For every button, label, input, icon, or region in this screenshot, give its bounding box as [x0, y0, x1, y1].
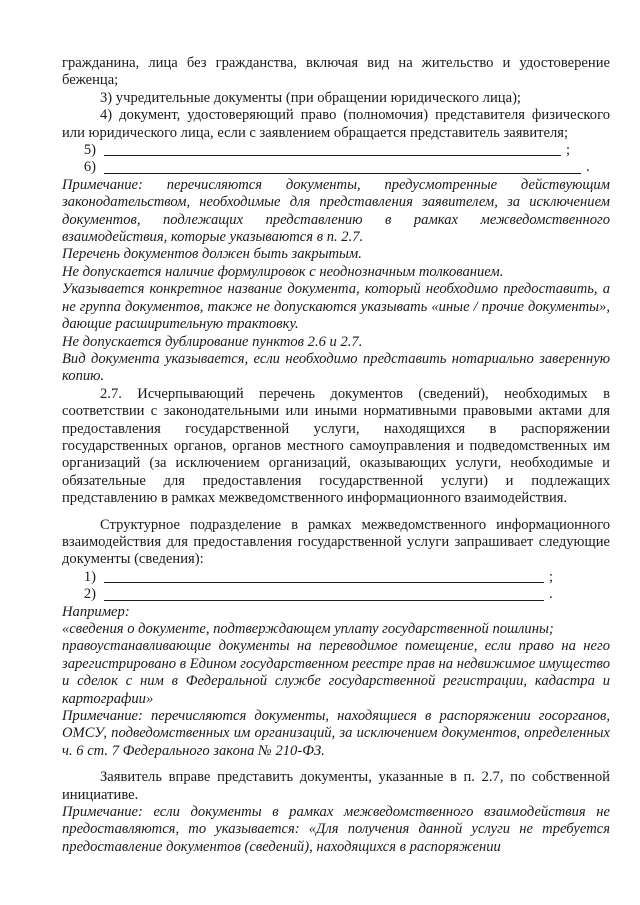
initiative-paragraph: Заявитель вправе представить документы, указанные в п. 2.7, по собственной инициативе. — [62, 769, 610, 803]
list-item-3: 3) учредительные документы (при обращении юридического лица); — [100, 89, 521, 106]
fill-in-line — [104, 569, 544, 583]
note-closed-list: Перечень документов должен быть закрытым. — [62, 246, 362, 263]
note-documents-list: Примечание: перечисляются документы, предусмотренные действующим законодательством, необходимые для представления заявителем, за исключением документов, подлежащих представлению в рамках межведомственного взаимодействия, которые указываются в п. 2.7. — [62, 176, 610, 246]
blank-item-2 — [62, 586, 610, 603]
fill-in-line — [104, 142, 561, 156]
blank-item-terminator: ; — [566, 142, 571, 159]
note-no-ambiguity: Не допускается наличие формулировок с неоднозначным толкованием. — [62, 263, 504, 280]
example-title-documents: правоустанавливающие документы на переводимое помещение, если право на него зарегистрировано в Едином государственном реестре прав на недвижимое имущество и сделок с ним в Федеральной службе государственной регистрации, кадастра и картографии» — [62, 638, 610, 707]
note-no-duplication: Не допускается дублирование пунктов 2.6 и 2.7. — [62, 333, 363, 350]
note-specific-name: Указывается конкретное название документа, который необходимо предоставить, а не группа документов, также не допускаются указывать «иные / прочие документы», дающие расширительную трактовку. — [62, 281, 610, 333]
blank-item-number: 2) — [83, 586, 96, 603]
blank-item-number: 1) — [83, 568, 96, 585]
text-line-citizenship: гражданина, лица без гражданства, включая вид на жительство и удостоверение беженца; — [62, 55, 610, 89]
blank-item-terminator: . — [586, 159, 590, 176]
blank-item-6 — [62, 159, 610, 176]
section-2-7: 2.7. Исчерпывающий перечень документов (сведений), необходимых в соответствии с законодательными или иными нормативными правовыми актами для предоставления государственной услуги, находящихся в распоряжении государственных органов, органов местного самоуправления и подведомственных им организаций (за исключением организаций, оказывающих услуги, необходимые и обязательные для предоставления государственной услуги) и подлежащих представлению в рамках межведомственного информационного взаимодействия. — [62, 385, 610, 507]
fill-in-line — [104, 587, 544, 601]
note-interagency-documents: Примечание: перечисляются документы, находящиеся в распоряжении госорганов, ОМСУ, подведомственных им организаций, за исключением документов, определенных ч. 6 ст. 7 Федерального закона № 210-ФЗ. — [62, 708, 610, 759]
note-notarized-copy: Вид документа указывается, если необходимо представить нотариально заверенную копию. — [62, 350, 610, 385]
example-label: Например: — [62, 603, 130, 620]
fill-in-line — [104, 160, 581, 174]
list-item-4: 4) документ, удостоверяющий право (полномочия) представителя физического или юридического лица, если с заявлением обращается представитель заявителя; — [62, 107, 610, 141]
example-fee-info: «сведения о документе, подтверждающем уплату государственной пошлины; — [62, 621, 554, 637]
blank-item-terminator: ; — [549, 568, 554, 585]
final-note: Примечание: если документы в рамках межведомственного взаимодействия не предоставляются, то указывается: «Для получения данной услуги не требуется предоставление документов (сведений), находящихся в распоряжении — [62, 804, 610, 855]
blank-item-number: 6) — [83, 159, 96, 176]
blank-item-5 — [62, 142, 610, 159]
structural-unit-paragraph: Структурное подразделение в рамках межведомственного информационного взаимодействия для предоставления государственной услуги запрашивает следующие документы (сведения): — [62, 516, 610, 568]
blank-item-number: 5) — [83, 142, 96, 159]
blank-item-1 — [62, 569, 610, 586]
blank-item-terminator: . — [549, 586, 553, 603]
